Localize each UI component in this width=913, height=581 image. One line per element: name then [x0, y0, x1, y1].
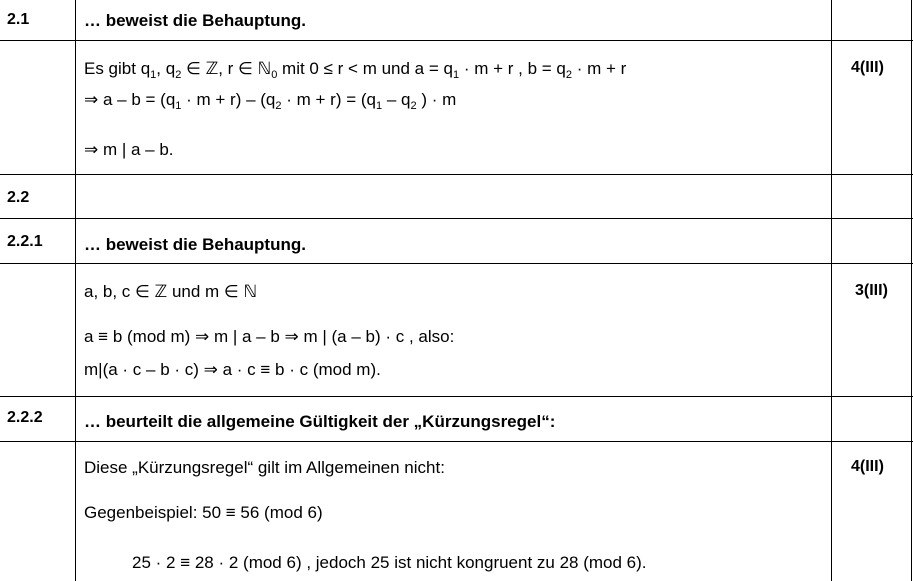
section-heading: … beurteilt die allgemeine Gültigkeit der „Kürzungsregel“: [84, 412, 556, 431]
solution-line: a, b, c ∈ ℤ und m ∈ ℕ [84, 282, 258, 301]
section-number: 2.2.2 [7, 409, 43, 426]
section-number: 2.2 [7, 189, 30, 206]
solution-line: 25 · 2 ≡ 28 · 2 (mod 6) , jedoch 25 ist nicht kongruent zu 28 (mod 6). [132, 553, 647, 572]
table-right-border [911, 0, 912, 581]
row-divider [0, 174, 913, 175]
section-heading: … beweist die Behauptung. [84, 235, 306, 254]
solution-line: Es gibt $q_1$, $q_2$ ∈ ℤ, r ∈ ℕ$_0$ mit 0 ≤ r < m und $a = q_1 \cdot m + r$ , $b = q_2 \cdot m + r$ [84, 59, 627, 81]
solution-line: m|(a · c – b · c) ⇒ a · c ≡ b · c (mod m). [84, 360, 381, 379]
solution-line: a ≡ b (mod m) ⇒ m | a – b ⇒ m | (a – b) · c , also: [84, 327, 455, 346]
row-divider [0, 218, 913, 219]
column-divider-right [831, 0, 832, 581]
row-divider [0, 396, 913, 397]
row-divider [0, 263, 913, 264]
section-heading: … beweist die Behauptung. [84, 11, 306, 30]
solution-line: Diese „Kürzungsregel“ gilt im Allgemeinen nicht: [84, 458, 445, 477]
points-value: 4(III) [851, 59, 884, 76]
section-number: 2.1 [7, 11, 30, 28]
section-number: 2.2.1 [7, 233, 43, 250]
row-divider [0, 40, 913, 41]
solution-line: ⇒ m | a – b. [84, 140, 174, 159]
points-value: 4(III) [851, 458, 884, 475]
solution-line: ⇒ $a - b = (q_1 \cdot m + r) - (q_2 \cdot m + r) = (q_1 - q_2$ ) · m [84, 90, 457, 112]
row-divider [0, 441, 913, 442]
points-value: 3(III) [855, 282, 888, 299]
solution-line: Gegenbeispiel: 50 ≡ 56 (mod 6) [84, 503, 323, 522]
column-divider-left [75, 0, 76, 581]
